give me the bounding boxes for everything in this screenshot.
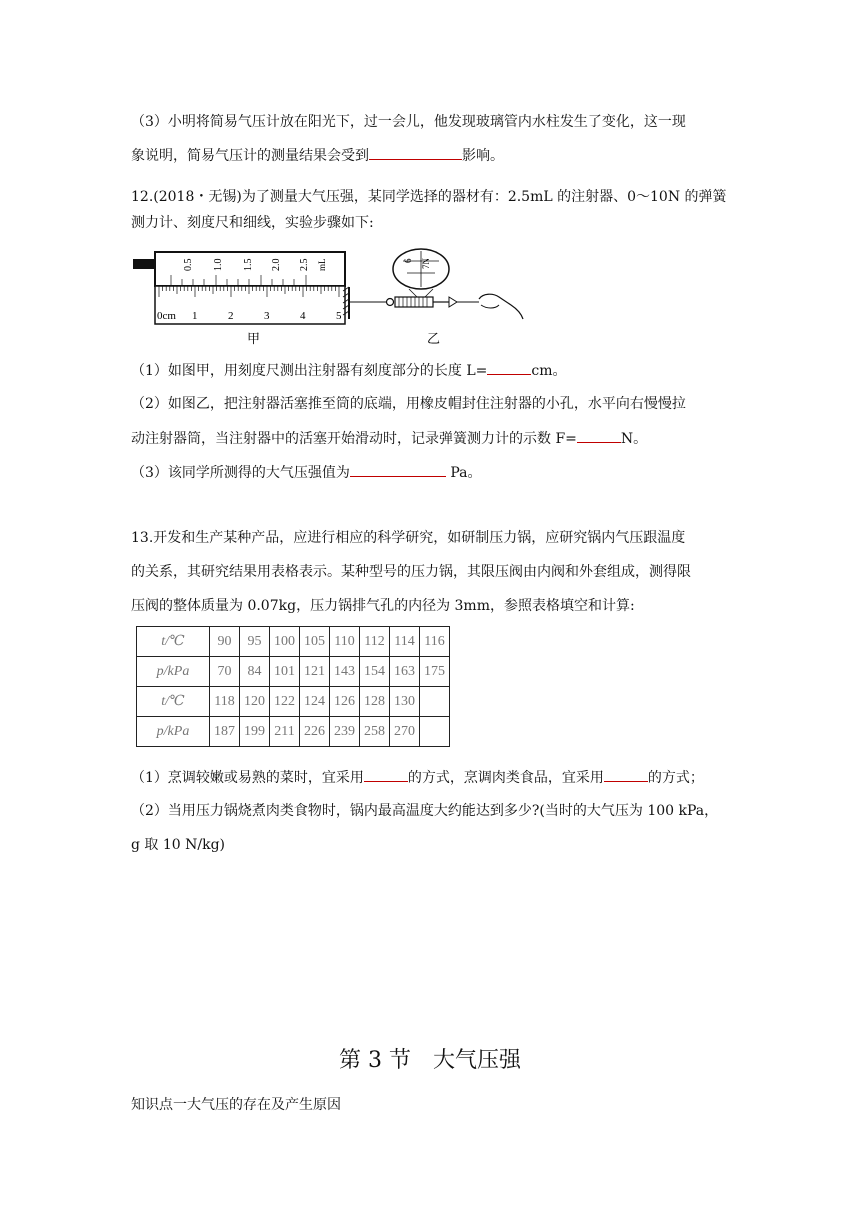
- table-cell: 121: [300, 657, 330, 687]
- table-cell: 154: [360, 657, 390, 687]
- figure-yi: [343, 249, 523, 347]
- q12-part1-text-b: cm。: [531, 363, 567, 379]
- table-cell: 226: [300, 717, 330, 747]
- q13-part2-line2: g 取 10 N/kg): [131, 837, 226, 853]
- figure-jia: [133, 252, 345, 347]
- table-row: [137, 687, 450, 717]
- table-cell: 128: [360, 687, 390, 717]
- table-cell: 175: [420, 657, 450, 687]
- table-row: [137, 717, 450, 747]
- table-cell: 124: [300, 687, 330, 717]
- q12-part3-text-b: Pa。: [445, 465, 482, 481]
- q11-answer-blank[interactable]: [369, 145, 462, 160]
- q11-part3-line1: （3）小明将简易气压计放在阳光下，过一会儿，他发现玻璃管内水柱发生了变化，这一现: [131, 114, 686, 130]
- table-cell: 95: [240, 627, 270, 657]
- table-cell: 116: [420, 627, 450, 657]
- q13-part1-text-c: 的方式；: [647, 770, 704, 786]
- q11-part3-text-a: 象说明，简易气压计的测量结果会受到: [131, 148, 369, 164]
- syringe-mark-unit: mL: [317, 258, 327, 271]
- q13-stem-line1: 13.开发和生产某种产品，应进行相应的科学研究，如研制压力锅，应研究锅内气压跟温度: [131, 530, 686, 546]
- ruler-mark-2: 2: [228, 310, 234, 322]
- q12-part1-text-a: （1）如图甲，用刻度尺测出注射器有刻度部分的长度 L=: [131, 363, 488, 379]
- q12-part2-text-a: 动注射器筒，当注射器中的活塞开始滑动时，记录弹簧测力计的示数 F=: [131, 431, 577, 447]
- table-cell: 101: [270, 657, 300, 687]
- q13-stem-line3: 压阀的整体质量为 0.07kg，压力锅排气孔的内径为 3mm，参照表格填空和计算:: [131, 598, 635, 614]
- temperature-pressure-table: [136, 626, 450, 747]
- syringe-mark-0: 0.5: [183, 258, 194, 271]
- table-cell: 239: [330, 717, 360, 747]
- q13-part2-line1: （2）当用压力锅烧煮肉类食物时，锅内最高温度大约能达到多少?(当时的大气压为 100 kPa，: [131, 803, 719, 819]
- syringe-mark-4: 2.5: [299, 258, 310, 271]
- table-cell: 163: [390, 657, 420, 687]
- table-cell: 122: [270, 687, 300, 717]
- table-cell: 70: [210, 657, 240, 687]
- ruler-mark-1: 1: [192, 310, 198, 322]
- syringe-mark-1: 1.0: [213, 258, 224, 271]
- table-cell: 112: [360, 627, 390, 657]
- q12-part2-text-b: N。: [620, 431, 648, 447]
- gauge-mark-7n: 7N: [421, 258, 431, 269]
- table-cell: 114: [390, 627, 420, 657]
- q13-method-blank-2[interactable]: [604, 767, 648, 782]
- q12-part2-line1: （2）如图乙，把注射器活塞推至筒的底端，用橡皮帽封住注射器的小孔，水平向右慢慢拉: [131, 396, 686, 412]
- table-cell: 84: [240, 657, 270, 687]
- q12-part3-text-a: （3）该同学所测得的大气压强值为: [131, 465, 350, 481]
- q12-stem-line2: 测力计、刻度尺和细线，实验步骤如下:: [131, 215, 374, 231]
- row-header: t/℃: [137, 627, 210, 657]
- q13-part1: [131, 767, 704, 788]
- section-title: 第 3 节 大气压强: [339, 1048, 521, 1073]
- row-header: t/℃: [137, 687, 210, 717]
- q11-part3-text-b: 影响。: [462, 148, 504, 164]
- table-cell: 258: [360, 717, 390, 747]
- table-cell: [420, 717, 450, 747]
- syringe-scale-ticks: [171, 275, 306, 285]
- table-cell: 118: [210, 687, 240, 717]
- q12-length-blank[interactable]: [487, 360, 531, 375]
- q12-part1: [131, 360, 567, 381]
- table-cell: 187: [210, 717, 240, 747]
- table-cell: 130: [390, 687, 420, 717]
- table-cell: 105: [300, 627, 330, 657]
- experiment-figure: [131, 247, 531, 347]
- gauge-mark-6: 6: [403, 258, 413, 263]
- row-header: p/kPa: [137, 717, 210, 747]
- table-cell: 126: [330, 687, 360, 717]
- table-cell: [420, 687, 450, 717]
- table-row: [137, 627, 450, 657]
- q13-stem-line2: 的关系，其研究结果用表格表示。某种型号的压力锅，其限压阀由内阀和外套组成，测得限: [131, 564, 691, 580]
- q12-part3: [131, 462, 482, 483]
- table-cell: 270: [390, 717, 420, 747]
- q13-method-blank-1[interactable]: [364, 767, 408, 782]
- q13-part1-text-a: （1）烹调较嫩或易熟的菜时，宜采用: [131, 770, 364, 786]
- q12-part2-line2: [131, 428, 647, 449]
- table-cell: 110: [330, 627, 360, 657]
- row-header: p/kPa: [137, 657, 210, 687]
- q12-force-blank[interactable]: [577, 428, 621, 443]
- q13-part1-text-b: 的方式，烹调肉类食品，宜采用: [407, 770, 604, 786]
- table-cell: 120: [240, 687, 270, 717]
- q11-part3-line2: [131, 145, 504, 166]
- table-cell: 100: [270, 627, 300, 657]
- table-cell: 199: [240, 717, 270, 747]
- label-yi: 乙: [427, 332, 441, 347]
- ruler-mark-3: 3: [264, 310, 270, 322]
- table-cell: 143: [330, 657, 360, 687]
- table-cell: 211: [270, 717, 300, 747]
- syringe-mark-2: 1.5: [243, 258, 254, 271]
- label-jia: 甲: [247, 332, 261, 347]
- table-row: [137, 657, 450, 687]
- q12-stem-line1: 12.(2018・无锡)为了测量大气压强，某同学选择的器材有：2.5mL 的注射器、0～10N 的弹簧: [131, 189, 727, 205]
- ruler-mark-5: 5: [336, 310, 342, 322]
- ruler-mark-0: 0cm: [157, 310, 176, 322]
- table-cell: 90: [210, 627, 240, 657]
- q12-pressure-blank[interactable]: [350, 462, 446, 477]
- ruler-mark-4: 4: [300, 310, 306, 322]
- syringe-mark-3: 2.0: [271, 258, 282, 271]
- knowledge-point-heading: 知识点一大气压的存在及产生原因: [131, 1097, 341, 1113]
